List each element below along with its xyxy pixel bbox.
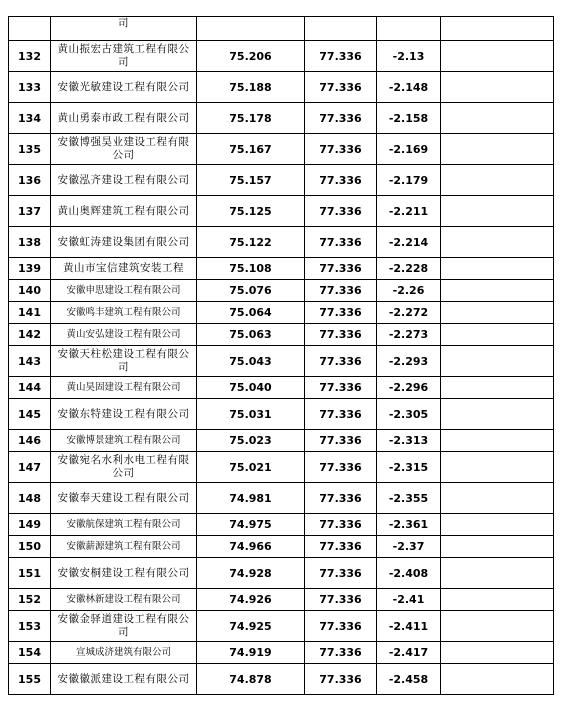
cell-ref: 77.336 <box>305 258 377 280</box>
cell-ref <box>305 17 377 41</box>
cell-diff: -2.411 <box>377 611 441 642</box>
cell-extra <box>441 430 554 452</box>
cell-name: 安徽鸣丰建筑工程有限公司 <box>51 302 197 324</box>
cell-diff: -2.26 <box>377 280 441 302</box>
cell-score: 74.926 <box>197 589 305 611</box>
cell-diff: -2.361 <box>377 514 441 536</box>
table-row <box>9 227 554 258</box>
cell-extra <box>441 611 554 642</box>
cell-ref: 77.336 <box>305 196 377 227</box>
cell-ref: 77.336 <box>305 165 377 196</box>
table-row <box>9 346 554 377</box>
cell-no: 134 <box>9 103 51 134</box>
cell-extra <box>441 41 554 72</box>
cell-ref: 77.336 <box>305 483 377 514</box>
cell-ref: 77.336 <box>305 346 377 377</box>
cell-score: 75.076 <box>197 280 305 302</box>
cell-ref: 77.336 <box>305 41 377 72</box>
cell-diff: -2.458 <box>377 664 441 695</box>
cell-extra <box>441 452 554 483</box>
cell-diff: -2.408 <box>377 558 441 589</box>
table-row <box>9 103 554 134</box>
cell-name: 安徽薪源建筑工程有限公司 <box>51 536 197 558</box>
table-row <box>9 134 554 165</box>
cell-no: 133 <box>9 72 51 103</box>
cell-diff: -2.273 <box>377 324 441 346</box>
table-row <box>9 430 554 452</box>
cell-score: 75.122 <box>197 227 305 258</box>
table-row <box>9 196 554 227</box>
cell-name: 安徽东特建设工程有限公司 <box>51 399 197 430</box>
table-row <box>9 536 554 558</box>
cell-name: 安徽博强昊业建设工程有限公司 <box>51 134 197 165</box>
cell-ref: 77.336 <box>305 324 377 346</box>
cell-extra <box>441 165 554 196</box>
cell-no: 142 <box>9 324 51 346</box>
cell-extra <box>441 483 554 514</box>
cell-extra <box>441 399 554 430</box>
cell-no: 137 <box>9 196 51 227</box>
cell-diff: -2.305 <box>377 399 441 430</box>
table-row <box>9 324 554 346</box>
cell-no: 135 <box>9 134 51 165</box>
cell-name: 安徽徽派建设工程有限公司 <box>51 664 197 695</box>
cell-name: 安徽虹涛建设集团有限公司 <box>51 227 197 258</box>
cell-extra <box>441 196 554 227</box>
table-row <box>9 280 554 302</box>
cell-score: 75.031 <box>197 399 305 430</box>
cell-no: 146 <box>9 430 51 452</box>
cell-name: 黄山昊固建设工程有限公司 <box>51 377 197 399</box>
cell-score: 75.023 <box>197 430 305 452</box>
cell-score: 75.188 <box>197 72 305 103</box>
cell-extra <box>441 72 554 103</box>
cell-name: 安徽博景建筑工程有限公司 <box>51 430 197 452</box>
cell-score: 75.063 <box>197 324 305 346</box>
cell-name-fragment: 司 <box>51 17 197 41</box>
cell-name: 黄山奥辉建筑工程有限公司 <box>51 196 197 227</box>
cell-name: 黄山市宝信建筑安装工程 <box>51 258 197 280</box>
cell-diff: -2.148 <box>377 72 441 103</box>
cell-ref: 77.336 <box>305 558 377 589</box>
cell-extra <box>441 280 554 302</box>
cell-score: 75.125 <box>197 196 305 227</box>
cell-name: 安徽天柱松建设工程有限公司 <box>51 346 197 377</box>
table-row <box>9 664 554 695</box>
cell-extra <box>441 642 554 664</box>
table-row <box>9 589 554 611</box>
cell-score: 75.108 <box>197 258 305 280</box>
cell-no: 138 <box>9 227 51 258</box>
cell-name: 黄山振宏古建筑工程有限公司 <box>51 41 197 72</box>
table-row <box>9 41 554 72</box>
cell-ref: 77.336 <box>305 452 377 483</box>
cell-diff: -2.296 <box>377 377 441 399</box>
table-row <box>9 258 554 280</box>
cell-ref: 77.336 <box>305 377 377 399</box>
cell-extra <box>441 514 554 536</box>
cell-diff <box>377 17 441 41</box>
cell-no: 148 <box>9 483 51 514</box>
cell-name: 安徽金驿道建设工程有限公司 <box>51 611 197 642</box>
table-row-fragment <box>9 17 554 41</box>
cell-score: 74.981 <box>197 483 305 514</box>
cell-no: 147 <box>9 452 51 483</box>
cell-diff: -2.211 <box>377 196 441 227</box>
cell-diff: -2.315 <box>377 452 441 483</box>
cell-ref: 77.336 <box>305 227 377 258</box>
cell-diff: -2.37 <box>377 536 441 558</box>
cell-diff: -2.313 <box>377 430 441 452</box>
cell-ref: 77.336 <box>305 611 377 642</box>
cell-extra <box>441 227 554 258</box>
cell-diff: -2.228 <box>377 258 441 280</box>
cell-no <box>9 17 51 41</box>
cell-ref: 77.336 <box>305 664 377 695</box>
cell-no: 141 <box>9 302 51 324</box>
cell-no: 140 <box>9 280 51 302</box>
cell-score: 75.157 <box>197 165 305 196</box>
cell-ref: 77.336 <box>305 399 377 430</box>
cell-ref: 77.336 <box>305 589 377 611</box>
cell-extra <box>441 558 554 589</box>
cell-no: 153 <box>9 611 51 642</box>
cell-diff: -2.179 <box>377 165 441 196</box>
cell-score: 75.043 <box>197 346 305 377</box>
cell-no: 150 <box>9 536 51 558</box>
table-row <box>9 611 554 642</box>
cell-diff: -2.158 <box>377 103 441 134</box>
table-row <box>9 72 554 103</box>
cell-name: 安徽宛名水利水电工程有限公司 <box>51 452 197 483</box>
cell-name: 安徽安桐建设工程有限公司 <box>51 558 197 589</box>
cell-diff: -2.417 <box>377 642 441 664</box>
cell-extra <box>441 103 554 134</box>
cell-diff: -2.272 <box>377 302 441 324</box>
cell-extra <box>441 536 554 558</box>
cell-name: 黄山安弘建设工程有限公司 <box>51 324 197 346</box>
table-row <box>9 399 554 430</box>
cell-ref: 77.336 <box>305 280 377 302</box>
table-row <box>9 165 554 196</box>
cell-score: 74.975 <box>197 514 305 536</box>
cell-ref: 77.336 <box>305 430 377 452</box>
cell-no: 149 <box>9 514 51 536</box>
cell-diff: -2.355 <box>377 483 441 514</box>
cell-ref: 77.336 <box>305 642 377 664</box>
cell-no: 155 <box>9 664 51 695</box>
cell-score: 74.925 <box>197 611 305 642</box>
cell-extra <box>441 134 554 165</box>
cell-no: 139 <box>9 258 51 280</box>
cell-diff: -2.169 <box>377 134 441 165</box>
cell-ref: 77.336 <box>305 72 377 103</box>
cell-ref: 77.336 <box>305 103 377 134</box>
cell-no: 144 <box>9 377 51 399</box>
cell-extra <box>441 17 554 41</box>
cell-score: 75.064 <box>197 302 305 324</box>
table-row <box>9 642 554 664</box>
cell-extra <box>441 258 554 280</box>
cell-ref: 77.336 <box>305 514 377 536</box>
cell-name: 宣城成济建筑有限公司 <box>51 642 197 664</box>
cell-score: 75.206 <box>197 41 305 72</box>
cell-score: 74.966 <box>197 536 305 558</box>
cell-score: 75.167 <box>197 134 305 165</box>
cell-score: 74.928 <box>197 558 305 589</box>
cell-extra <box>441 589 554 611</box>
cell-extra <box>441 324 554 346</box>
cell-diff: -2.41 <box>377 589 441 611</box>
cell-ref: 77.336 <box>305 536 377 558</box>
cell-name: 黄山勇泰市政工程有限公司 <box>51 103 197 134</box>
cell-no: 136 <box>9 165 51 196</box>
cell-name: 安徽光敏建设工程有限公司 <box>51 72 197 103</box>
cell-no: 132 <box>9 41 51 72</box>
cell-name: 安徽申思建设工程有限公司 <box>51 280 197 302</box>
cell-extra <box>441 346 554 377</box>
cell-no: 145 <box>9 399 51 430</box>
table-row <box>9 558 554 589</box>
cell-no: 152 <box>9 589 51 611</box>
cell-extra <box>441 664 554 695</box>
cell-extra <box>441 302 554 324</box>
table-row <box>9 514 554 536</box>
cell-name: 安徽泓齐建设工程有限公司 <box>51 165 197 196</box>
cell-score: 75.040 <box>197 377 305 399</box>
results-table <box>8 16 554 695</box>
cell-name: 安徽林新建设工程有限公司 <box>51 589 197 611</box>
table-body <box>9 17 554 695</box>
table-row <box>9 483 554 514</box>
cell-extra <box>441 377 554 399</box>
cell-no: 154 <box>9 642 51 664</box>
cell-ref: 77.336 <box>305 302 377 324</box>
cell-name: 安徽航保建筑工程有限公司 <box>51 514 197 536</box>
cell-score: 74.919 <box>197 642 305 664</box>
table-row <box>9 452 554 483</box>
cell-diff: -2.293 <box>377 346 441 377</box>
cell-score: 75.178 <box>197 103 305 134</box>
cell-no: 143 <box>9 346 51 377</box>
cell-diff: -2.214 <box>377 227 441 258</box>
cell-name: 安徽奉天建设工程有限公司 <box>51 483 197 514</box>
table-row <box>9 302 554 324</box>
cell-ref: 77.336 <box>305 134 377 165</box>
cell-score: 75.021 <box>197 452 305 483</box>
cell-score: 74.878 <box>197 664 305 695</box>
cell-no: 151 <box>9 558 51 589</box>
table-row <box>9 377 554 399</box>
cell-score <box>197 17 305 41</box>
cell-diff: -2.13 <box>377 41 441 72</box>
